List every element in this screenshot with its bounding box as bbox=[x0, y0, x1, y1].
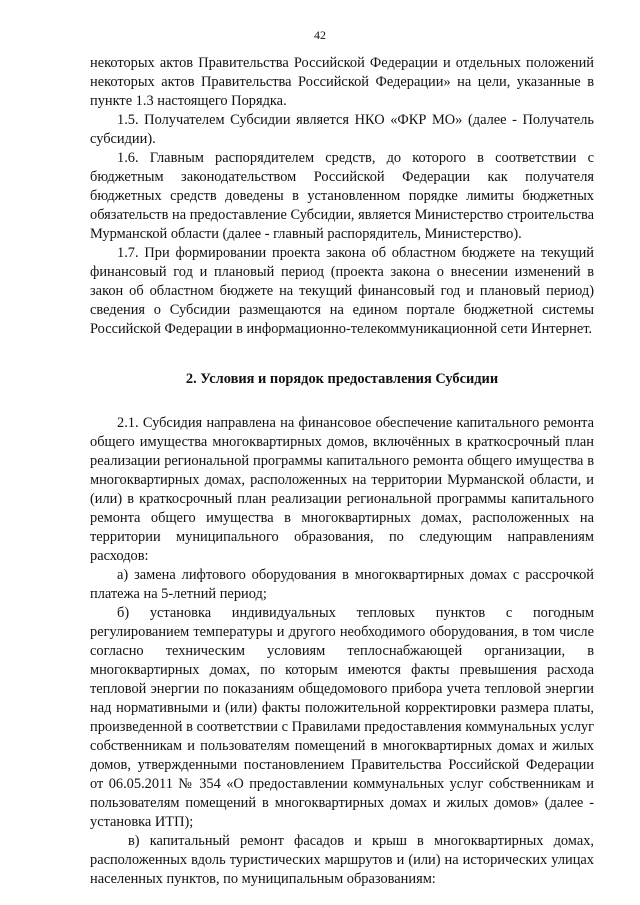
paragraph-2-1-a: а) замена лифтового оборудования в многоквартирных домах с рассрочкой платежа на 5-летний период; bbox=[90, 567, 594, 602]
paragraph-2-1: 2.1. Субсидия направлена на финансовое обеспечение капитального ремонта общего имущества многоквартирных домов, включённых в краткосрочный план реализации региональной программы капитального ремонта общего имущества в многоквартирных домах, расположенных на территории Мурманской области, и (или) в краткосрочный план реализации региональной программы капитального ремонта общего имущества в многоквартирных домах, расположенных на территории муниципального образования, по следующим направлениям расходов: bbox=[90, 415, 594, 564]
paragraph-1-7: 1.7. При формировании проекта закона об областном бюджете на текущий финансовый год и плановый период (проекта закона о внесении изменений в закон об областном бюджете на текущий финансовый год и плановый период) сведения о Субсидии размещаются на едином портале бюджетной системы Российской Федерации в информационно-телекоммуникационной сети Интернет. bbox=[90, 245, 594, 337]
paragraph-1-6: 1.6. Главным распорядителем средств, до которого в соответствии с бюджетным законодательством Российской Федерации как получателя бюджетных средств доведены в установленном порядке лимиты бюджетных обязательств на предоставление Субсидии, является Министерство строительства Мурманской области (далее - главный распорядитель, Министерство). bbox=[90, 150, 594, 242]
paragraph-1-5: 1.5. Получателем Субсидии является НКО «ФКР МО» (далее - Получатель субсидии). bbox=[90, 112, 594, 147]
page-number: 42 bbox=[314, 28, 326, 42]
section-2-body bbox=[90, 414, 594, 889]
section-2-heading: 2. Условия и порядок предоставления Субсидии bbox=[185, 371, 499, 387]
paragraph-2-1-b: б) установка индивидуальных тепловых пунктов с погодным регулированием температуры и другого необходимого оборудования, в том числе согласно техническим условиям теплоснабжающей организации, в многоквартирных домах, по которым имеются факты превышения расхода тепловой энергии по показаниям общедомового прибора учета тепловой энергии над нормативными и (или) факты положительной корректировки размера платы, произведенной в соответствии с Правилами предоставления коммунальных услуг собственникам и пользователям помещений в многоквартирных домах и жилых домов, утвержденными постановлением Правительства Российской Федерации от 06.05.2011 № 354 «О предоставлении коммунальных услуг собственникам и пользователям помещений в многоквартирных домах и жилых домов» (далее - установка ИТП); bbox=[90, 605, 594, 830]
paragraph-2-1-v: в) капитальный ремонт фасадов и крыш в многоквартирных домах, расположенных вдоль туристических маршрутов и (или) на исторических улицах населенных пунктов, по муниципальным образованиям: bbox=[90, 833, 594, 887]
paragraph-continuation: некоторых актов Правительства Российской Федерации и отдельных положений некоторых актов Правительства Российской Федерации» на цели, указанные в пункте 1.3 настоящего Порядка. bbox=[90, 55, 594, 109]
section-1-continuation bbox=[90, 54, 594, 339]
